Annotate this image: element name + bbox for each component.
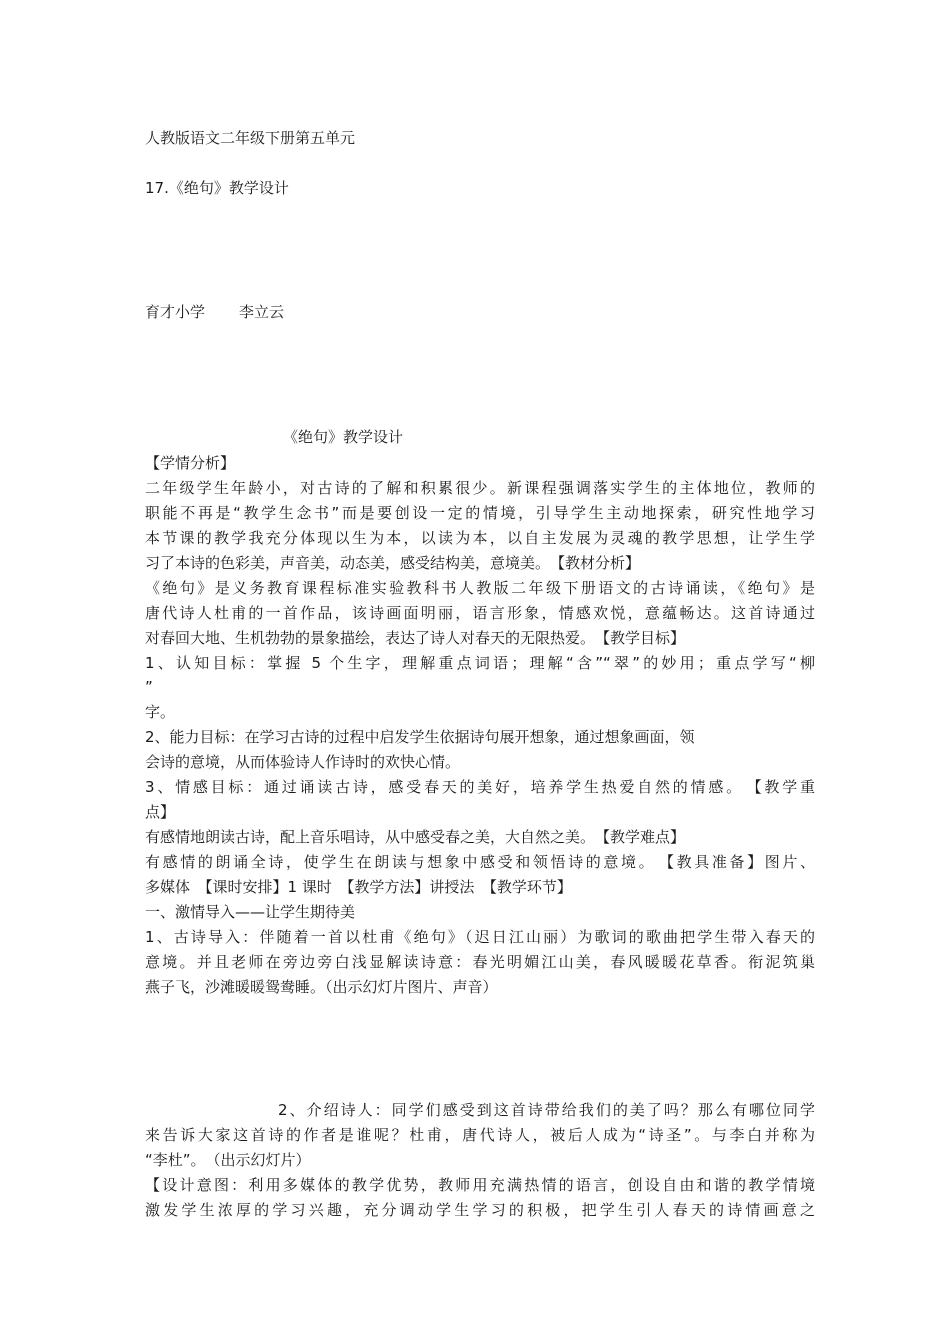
body-line: 点】 (145, 803, 176, 821)
body-line: 习了本诗的色彩美，声音美，动态美，感受结构美，意境美。 【教材分析】 (145, 554, 641, 572)
body-line: 会诗的意境，从而体验诗人作诗时的欢快心情。 (145, 753, 461, 771)
body-line: 多媒体 【课时安排】1 课时 【教学方法】讲授法 【教学环节】 (145, 878, 572, 896)
body-line: 【设计意图：利用多媒体的教学优势，教师用充满热情的语言，创设自由和谐的教学情境 (145, 1176, 815, 1194)
body-line: 1、古诗导入：伴随着一首以杜甫《绝句》（迟日江山丽）为歌词的歌曲把学生带入春天的 (145, 928, 815, 946)
body-line: 2、介绍诗人：同学们感受到这首诗带给我们的美了吗？那么有哪位同学 (278, 1101, 815, 1119)
body-line: 3、情感目标：通过诵读古诗，感受春天的美好，培养学生热爱自然的情感。 【教学重 (145, 778, 815, 796)
body-line: 本节课的教学我充分体现以生为本，以读为本，以自主发展为灵魂的教学思想，让学生学 (145, 529, 815, 547)
cover-byline (145, 302, 815, 322)
body-line: 2、能力目标：在学习古诗的过程中启发学生依据诗句展开想象，通过想象画面，领 (145, 728, 695, 746)
author-name: 李立云 (239, 303, 285, 321)
body-line: 有感情的朗诵全诗，使学生在朗读与想象中感受和领悟诗的意境。 【教具准备】图片、 (145, 853, 815, 871)
body-line: 一、激情导入——让学生期待美 (145, 903, 356, 921)
body-line: 意境。并且老师在旁边旁白浅显解读诗意：春光明媚江山美，春风暖暖花草香。衔泥筑巢 (145, 953, 815, 971)
body-line: 有感情地朗读古诗，配上音乐唱诗，从中感受春之美，大自然之美。 【教学难点】 (145, 828, 686, 846)
body-line: 《绝句》是义务教育课程标准实验教科书人教版二年级下册语文的古诗诵读，《绝句》是 (145, 579, 815, 597)
body-line: 唐代诗人杜甫的一首作品，该诗画面明丽，语言形象，情感欢悦，意蕴畅达。这首诗通过 (145, 604, 815, 622)
body-line: 激发学生浓厚的学习兴趣，充分调动学生学习的积极，把学生引人春天的诗情画意之 (145, 1201, 815, 1219)
body-line: ” (145, 678, 153, 696)
body-line: 【学情分析】 (145, 454, 236, 472)
body-line: 1、认知目标：掌握 5 个生字，理解重点词语；理解“含”“翠”的妙用；重点学写“柳 (145, 654, 815, 672)
cover-title: 17.《绝句》教学设计 (145, 179, 289, 197)
body-line: “李杜”。 （出示幻灯片） (145, 1151, 311, 1169)
doc-title: 《绝句》教学设计 (283, 428, 404, 446)
body-line: 来告诉大家这首诗的作者是谁呢？杜甫，唐代诗人，被后人成为“诗圣”。与李白并称为 (145, 1126, 815, 1144)
body-line: 对春回大地、生机勃勃的景象描绘，表达了诗人对春天的无限热爱。 【教学目标】 (145, 629, 686, 647)
cover-series: 人教版语文二年级下册第五单元 (145, 129, 356, 147)
body-line: 职能不再是“教学生念书”而是要创设一定的情境，引导学生主动地探索，研究性地学习 (145, 504, 815, 522)
school-name: 育才小学 (145, 303, 206, 321)
body-line: 燕子飞，沙滩暖暖鸳鸯睡。（出示幻灯片图片、声音） (145, 978, 498, 996)
body-line: 二年级学生年龄小，对古诗的了解和积累很少。新课程强调落实学生的主体地位，教师的 (145, 479, 815, 497)
body-line: 字。 (145, 703, 176, 721)
